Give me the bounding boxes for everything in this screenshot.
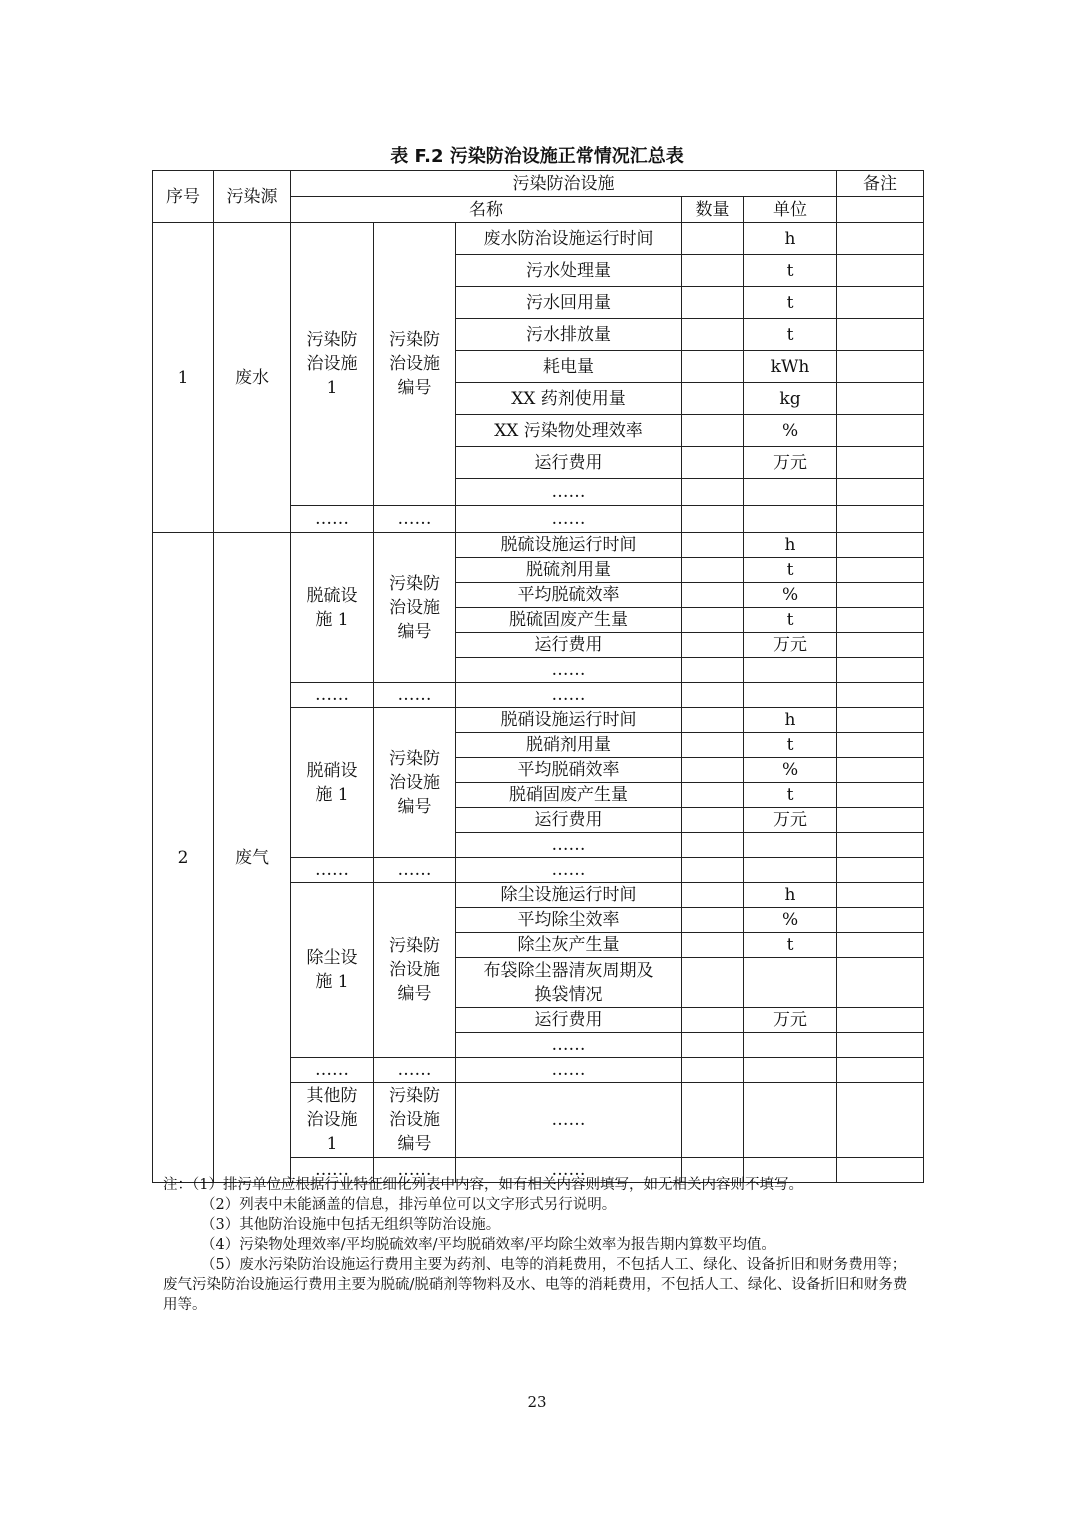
qty-cell xyxy=(682,708,744,733)
remark-cell xyxy=(837,583,924,608)
wastewater-code: 污染防治设施编号 xyxy=(374,223,456,506)
dust-code: 污染防治设施编号 xyxy=(374,883,456,1058)
qty-cell xyxy=(682,833,744,858)
table-row-unit xyxy=(744,833,837,858)
qty-cell xyxy=(682,287,744,319)
ellipsis-cell: …… xyxy=(456,1158,682,1183)
table-row-unit: h xyxy=(744,223,837,255)
remark-cell xyxy=(837,683,924,708)
dust-facility: 除尘设施 1 xyxy=(291,883,374,1058)
unit-cell xyxy=(744,858,837,883)
qty-cell xyxy=(682,608,744,633)
header-remark: 备注 xyxy=(837,171,924,197)
remark-cell xyxy=(837,383,924,415)
remark-cell xyxy=(837,479,924,506)
remark-cell xyxy=(837,319,924,351)
note-5: （5）废水污染防治设施运行费用主要为药剂、电等的消耗费用，不包括人工、绿化、设备折旧和财务费用等；废气污染防治设施运行费用主要为脱硫/脱硝剂等物料及水、电等的消耗费用，不包括人工、绿化、设备折旧和财务费用等。 xyxy=(163,1257,908,1313)
qty-cell xyxy=(682,506,744,533)
remark-cell xyxy=(837,883,924,908)
unit-cell xyxy=(744,506,837,533)
table-row-name: 脱硫剂用量 xyxy=(456,558,682,583)
table-row-unit: h xyxy=(744,533,837,558)
qty-cell xyxy=(682,883,744,908)
table-row-unit: % xyxy=(744,908,837,933)
table-row-name: 运行费用 xyxy=(456,1008,682,1033)
remark-cell xyxy=(837,708,924,733)
table-row-name: 废水防治设施运行时间 xyxy=(456,223,682,255)
qty-cell xyxy=(682,808,744,833)
table-notes xyxy=(163,1175,915,1315)
wastewater-source: 废水 xyxy=(214,223,291,533)
remark-cell xyxy=(837,758,924,783)
table-row-name: 除尘灰产生量 xyxy=(456,933,682,958)
qty-cell xyxy=(682,933,744,958)
qty-cell xyxy=(682,583,744,608)
table-row-name: 运行费用 xyxy=(456,808,682,833)
unit-cell xyxy=(744,683,837,708)
table-row-name: 污水回用量 xyxy=(456,287,682,319)
qty-cell xyxy=(682,1083,744,1158)
table-row-name: 平均脱硫效率 xyxy=(456,583,682,608)
ellipsis-cell: …… xyxy=(374,506,456,533)
ellipsis-cell: …… xyxy=(374,858,456,883)
table-row-name: …… xyxy=(456,479,682,506)
note-1: 注：（1）排污单位应根据行业特征细化列表中内容，如有相关内容则填写，如无相关内容则不填写。 xyxy=(163,1177,803,1193)
table-row-name: 布袋除尘器清灰周期及换袋情况 xyxy=(456,958,682,1008)
remark-cell xyxy=(837,908,924,933)
ellipsis-cell: …… xyxy=(456,1058,682,1083)
header-name: 名称 xyxy=(291,197,682,223)
denitr-code: 污染防治设施编号 xyxy=(374,708,456,858)
remark-cell xyxy=(837,351,924,383)
ellipsis-cell: …… xyxy=(374,683,456,708)
unit-cell xyxy=(744,1058,837,1083)
qty-cell xyxy=(682,351,744,383)
table-row-name: …… xyxy=(456,1033,682,1058)
ellipsis-cell: …… xyxy=(374,1158,456,1183)
qty-cell xyxy=(682,758,744,783)
table-row-unit xyxy=(744,958,837,1008)
header-source: 污染源 xyxy=(214,171,291,223)
table-row-unit xyxy=(744,658,837,683)
qty-cell xyxy=(682,255,744,287)
table-title: 表 F.2 污染防治设施正常情况汇总表 xyxy=(390,146,684,167)
table-row-unit: 万元 xyxy=(744,633,837,658)
table-row-name: XX 药剂使用量 xyxy=(456,383,682,415)
note-3: （3）其他防治设施中包括无组织等防治设施。 xyxy=(201,1217,501,1233)
ellipsis-cell: …… xyxy=(456,506,682,533)
qty-cell xyxy=(682,1008,744,1033)
unit-cell xyxy=(744,1083,837,1158)
qty-cell xyxy=(682,558,744,583)
note-prefix: 注： xyxy=(163,1177,192,1193)
table-row-unit: kg xyxy=(744,383,837,415)
qty-cell xyxy=(682,319,744,351)
table-row-name: 运行费用 xyxy=(456,447,682,479)
remark-cell xyxy=(837,558,924,583)
table-row-unit: t xyxy=(744,287,837,319)
table-row-unit: 万元 xyxy=(744,1008,837,1033)
ellipsis-cell: …… xyxy=(374,1058,456,1083)
table-row-name: 平均脱硝效率 xyxy=(456,758,682,783)
header-remark-blank xyxy=(837,197,924,223)
ellipsis-cell: …… xyxy=(291,683,374,708)
qty-cell xyxy=(682,415,744,447)
header-seq: 序号 xyxy=(153,171,214,223)
remark-cell xyxy=(837,858,924,883)
table-row-unit: % xyxy=(744,415,837,447)
other-facility: 其他防治设施1 xyxy=(291,1083,374,1158)
qty-cell xyxy=(682,479,744,506)
header-facility: 污染防治设施 xyxy=(291,171,837,197)
qty-cell xyxy=(682,658,744,683)
table-row-unit: t xyxy=(744,608,837,633)
table-row-name: 耗电量 xyxy=(456,351,682,383)
table-row-name: 脱硫固废产生量 xyxy=(456,608,682,633)
table-row-name: …… xyxy=(456,658,682,683)
qty-cell xyxy=(682,783,744,808)
exhaust-seq: 2 xyxy=(153,533,214,1183)
remark-cell xyxy=(837,533,924,558)
ellipsis-cell: …… xyxy=(291,1058,374,1083)
table-row-name: 脱硝剂用量 xyxy=(456,733,682,758)
ellipsis-cell: …… xyxy=(456,858,682,883)
remark-cell xyxy=(837,415,924,447)
qty-cell xyxy=(682,858,744,883)
facility-summary-table xyxy=(152,170,924,1183)
remark-cell xyxy=(837,633,924,658)
table-row-unit: t xyxy=(744,733,837,758)
qty-cell xyxy=(682,447,744,479)
qty-cell xyxy=(682,683,744,708)
table-row-name: …… xyxy=(456,1083,682,1158)
qty-cell xyxy=(682,958,744,1008)
table-row-unit xyxy=(744,1033,837,1058)
wastewater-facility: 污染防治设施1 xyxy=(291,223,374,506)
table-row-unit: h xyxy=(744,883,837,908)
remark-cell xyxy=(837,958,924,1008)
remark-cell xyxy=(837,447,924,479)
remark-cell xyxy=(837,808,924,833)
desulf-facility: 脱硫设施 1 xyxy=(291,533,374,683)
wastewater-seq: 1 xyxy=(153,223,214,533)
remark-cell xyxy=(837,833,924,858)
table-row-name: 污水处理量 xyxy=(456,255,682,287)
remark-cell xyxy=(837,608,924,633)
ellipsis-cell: …… xyxy=(291,506,374,533)
table-row-unit: t xyxy=(744,255,837,287)
qty-cell xyxy=(682,1058,744,1083)
desulf-code: 污染防治设施编号 xyxy=(374,533,456,683)
qty-cell xyxy=(682,1033,744,1058)
table-row-unit: t xyxy=(744,558,837,583)
ellipsis-cell: …… xyxy=(456,683,682,708)
table-row-unit: % xyxy=(744,758,837,783)
table-row-name: …… xyxy=(456,833,682,858)
table-row-unit xyxy=(744,479,837,506)
qty-cell xyxy=(682,533,744,558)
table-row-unit: t xyxy=(744,933,837,958)
table-row-unit: t xyxy=(744,319,837,351)
qty-cell xyxy=(682,733,744,758)
table-row-unit: % xyxy=(744,583,837,608)
note-4: （4）污染物处理效率/平均脱硫效率/平均脱硝效率/平均除尘效率为报告期内算数平均值。 xyxy=(201,1237,776,1253)
ellipsis-cell: …… xyxy=(291,858,374,883)
remark-cell xyxy=(837,733,924,758)
other-code: 污染防治设施编号 xyxy=(374,1083,456,1158)
table-row-unit: 万元 xyxy=(744,447,837,479)
remark-cell xyxy=(837,1033,924,1058)
remark-cell xyxy=(837,287,924,319)
remark-cell xyxy=(837,255,924,287)
remark-cell xyxy=(837,1058,924,1083)
table-row-unit: 万元 xyxy=(744,808,837,833)
table-row-name: XX 污染物处理效率 xyxy=(456,415,682,447)
exhaust-source: 废气 xyxy=(214,533,291,1183)
qty-cell xyxy=(682,908,744,933)
remark-cell xyxy=(837,506,924,533)
table-row-name: 污水排放量 xyxy=(456,319,682,351)
ellipsis-cell: …… xyxy=(291,1158,374,1183)
table-row-name: 运行费用 xyxy=(456,633,682,658)
remark-cell xyxy=(837,1008,924,1033)
qty-cell xyxy=(682,383,744,415)
header-qty: 数量 xyxy=(682,197,744,223)
remark-cell xyxy=(837,783,924,808)
table-row-name: 脱硝设施运行时间 xyxy=(456,708,682,733)
remark-cell xyxy=(837,933,924,958)
remark-cell xyxy=(837,1083,924,1158)
denitr-facility: 脱硝设施 1 xyxy=(291,708,374,858)
qty-cell xyxy=(682,223,744,255)
table-row-unit: kWh xyxy=(744,351,837,383)
table-row-name: 脱硫设施运行时间 xyxy=(456,533,682,558)
header-unit: 单位 xyxy=(744,197,837,223)
table-row-unit: t xyxy=(744,783,837,808)
remark-cell xyxy=(837,658,924,683)
table-row-name: 平均除尘效率 xyxy=(456,908,682,933)
qty-cell xyxy=(682,633,744,658)
table-row-name: 脱硝固废产生量 xyxy=(456,783,682,808)
remark-cell xyxy=(837,223,924,255)
table-row-unit: h xyxy=(744,708,837,733)
table-row-name: 除尘设施运行时间 xyxy=(456,883,682,908)
note-2: （2）列表中未能涵盖的信息，排污单位可以文字形式另行说明。 xyxy=(201,1197,617,1213)
page-number: 23 xyxy=(527,1393,547,1411)
